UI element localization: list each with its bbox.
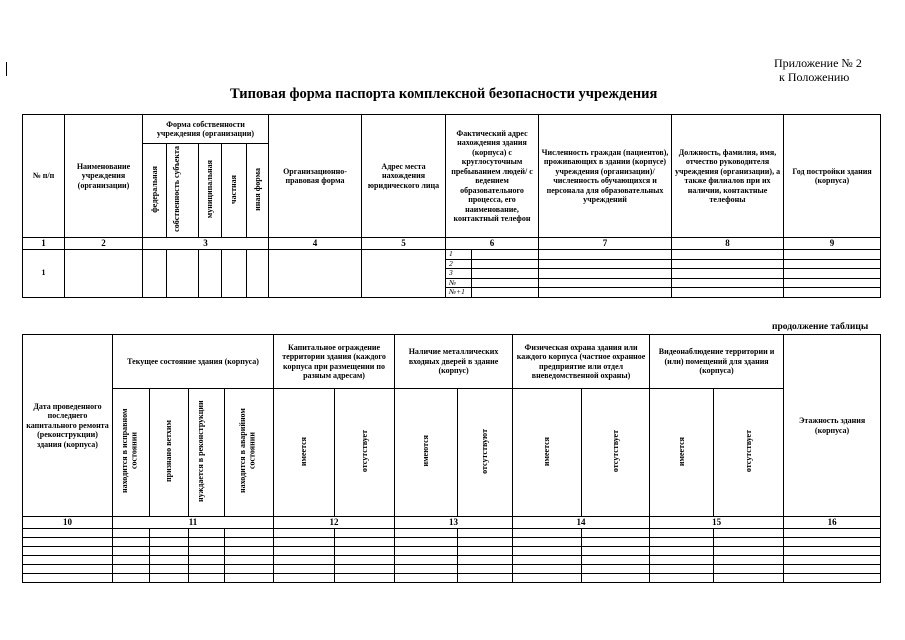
- data-cell[interactable]: [472, 288, 539, 298]
- column-number: 15: [650, 517, 784, 529]
- data-cell[interactable]: [714, 574, 784, 583]
- subrow-number: №: [446, 278, 472, 288]
- header-fence-absent: отсутствует: [335, 389, 395, 517]
- data-cell[interactable]: [23, 547, 113, 556]
- data-cell[interactable]: [395, 574, 458, 583]
- data-cell[interactable]: [23, 565, 113, 574]
- data-cell[interactable]: [335, 574, 395, 583]
- header-doors-absent: отсутствуют: [458, 389, 513, 517]
- data-cell[interactable]: [113, 538, 150, 547]
- data-cell[interactable]: [23, 556, 113, 565]
- data-cell[interactable]: [150, 556, 189, 565]
- header-ownership-type: иная форма: [247, 144, 269, 238]
- data-cell[interactable]: [113, 529, 150, 538]
- data-cell[interactable]: [150, 547, 189, 556]
- data-cell[interactable]: [784, 250, 881, 260]
- column-number: 9: [784, 238, 881, 250]
- data-cell[interactable]: [650, 547, 714, 556]
- data-cell[interactable]: [714, 565, 784, 574]
- data-cell[interactable]: [714, 556, 784, 565]
- data-cell[interactable]: [65, 250, 143, 298]
- data-cell[interactable]: [395, 556, 458, 565]
- column-number: 13: [395, 517, 513, 529]
- data-cell[interactable]: [189, 547, 225, 556]
- data-cell[interactable]: [650, 538, 714, 547]
- data-cell[interactable]: [472, 269, 539, 279]
- data-cell[interactable]: [784, 538, 881, 547]
- data-cell[interactable]: [784, 278, 881, 288]
- header-doors-present: имеются: [395, 389, 458, 517]
- scan-edge-mark: [6, 62, 7, 76]
- appendix-line-1: Приложение № 2: [774, 56, 862, 70]
- data-cell[interactable]: [513, 538, 582, 547]
- data-cell[interactable]: [274, 556, 335, 565]
- header-condition-type: находится в исправном состоянии: [113, 389, 150, 517]
- data-cell[interactable]: [395, 547, 458, 556]
- data-cell[interactable]: [362, 250, 446, 298]
- data-cell[interactable]: [335, 547, 395, 556]
- header-condition-type: признано ветхим: [150, 389, 189, 517]
- header-legal-address: Адрес места нахождения юридического лица: [362, 115, 446, 238]
- data-cell[interactable]: [513, 547, 582, 556]
- data-cell[interactable]: [539, 250, 672, 260]
- data-cell[interactable]: [784, 565, 881, 574]
- data-cell[interactable]: [395, 529, 458, 538]
- data-cell[interactable]: [784, 269, 881, 279]
- data-cell[interactable]: [225, 565, 274, 574]
- data-cell[interactable]: [539, 288, 672, 298]
- data-cell[interactable]: [143, 250, 167, 298]
- data-cell[interactable]: [458, 556, 513, 565]
- data-cell[interactable]: [274, 547, 335, 556]
- data-cell[interactable]: [513, 529, 582, 538]
- data-cell[interactable]: [225, 547, 274, 556]
- data-cell[interactable]: [672, 259, 784, 269]
- column-number: 12: [274, 517, 395, 529]
- passport-table-part-1: [22, 114, 881, 298]
- data-cell[interactable]: [784, 529, 881, 538]
- column-number: 7: [539, 238, 672, 250]
- header-guard: Физическая охрана здания или каждого корпуса (частное охранное предприятие или отдел вневедомственной охраны): [513, 335, 650, 389]
- data-cell[interactable]: [784, 259, 881, 269]
- header-repair-date: Дата проведенного последнего капитального ремонта (реконструкции) здания (корпуса): [23, 335, 113, 517]
- data-cell[interactable]: [539, 259, 672, 269]
- data-cell[interactable]: [225, 556, 274, 565]
- data-cell[interactable]: [199, 250, 222, 298]
- data-cell[interactable]: [458, 565, 513, 574]
- data-cell[interactable]: [225, 538, 274, 547]
- data-cell[interactable]: [150, 565, 189, 574]
- data-cell[interactable]: [650, 529, 714, 538]
- data-cell[interactable]: [189, 574, 225, 583]
- data-cell[interactable]: [335, 556, 395, 565]
- data-cell[interactable]: [714, 547, 784, 556]
- data-cell[interactable]: [714, 529, 784, 538]
- column-number: 1: [23, 238, 65, 250]
- column-number: 16: [784, 517, 881, 529]
- data-cell[interactable]: [225, 529, 274, 538]
- data-cell[interactable]: [672, 278, 784, 288]
- data-cell[interactable]: [458, 547, 513, 556]
- column-number: 3: [143, 238, 269, 250]
- data-cell[interactable]: [784, 556, 881, 565]
- data-cell[interactable]: [335, 529, 395, 538]
- header-video-present: имеется: [650, 389, 714, 517]
- column-number: 14: [513, 517, 650, 529]
- data-cell[interactable]: [335, 565, 395, 574]
- data-cell[interactable]: [222, 250, 247, 298]
- data-cell[interactable]: [784, 547, 881, 556]
- header-head: Должность, фамилия, имя, отчество руководителя учреждения (организации), а также филиалов при их наличии, контактные телефоны: [672, 115, 784, 238]
- column-number: 8: [672, 238, 784, 250]
- header-metal-doors: Наличие металлических входных дверей в здание (корпус): [395, 335, 513, 389]
- subrow-number: 2: [446, 259, 472, 269]
- data-cell[interactable]: [582, 556, 650, 565]
- data-cell[interactable]: [650, 565, 714, 574]
- column-number: 6: [446, 238, 539, 250]
- header-condition-type: находится в аварийном состоянии: [225, 389, 274, 517]
- data-cell[interactable]: [167, 250, 199, 298]
- data-cell[interactable]: [582, 565, 650, 574]
- continuation-label: продолжение таблицы: [772, 322, 869, 332]
- data-cell[interactable]: [472, 259, 539, 269]
- subrow-number: №+1: [446, 288, 472, 298]
- data-cell[interactable]: [395, 565, 458, 574]
- column-number: 5: [362, 238, 446, 250]
- header-floors: Этажность здания (корпуса): [784, 335, 881, 517]
- data-cell[interactable]: [458, 529, 513, 538]
- header-population: Численность граждан (пациентов), проживающих в здании (корпусе) учреждения (организации)/ численность обучающихся и персонала для образовательных учреждений: [539, 115, 672, 238]
- data-cell[interactable]: [395, 538, 458, 547]
- data-cell[interactable]: [672, 288, 784, 298]
- data-cell[interactable]: [539, 278, 672, 288]
- data-cell[interactable]: [274, 529, 335, 538]
- data-cell[interactable]: [513, 574, 582, 583]
- appendix-note: [774, 56, 899, 84]
- data-cell[interactable]: [582, 547, 650, 556]
- data-cell[interactable]: [274, 574, 335, 583]
- data-cell[interactable]: [582, 574, 650, 583]
- data-cell[interactable]: [458, 574, 513, 583]
- data-cell[interactable]: [23, 538, 113, 547]
- data-cell[interactable]: [113, 565, 150, 574]
- column-number: 4: [269, 238, 362, 250]
- column-number: 10: [23, 517, 113, 529]
- passport-table-part-2: [22, 334, 881, 583]
- data-cell[interactable]: [189, 538, 225, 547]
- page-title: Типовая форма паспорта комплексной безопасности учреждения: [230, 86, 658, 102]
- data-cell[interactable]: [650, 556, 714, 565]
- column-number: 2: [65, 238, 143, 250]
- header-guard-present: имеется: [513, 389, 582, 517]
- data-cell[interactable]: [650, 574, 714, 583]
- data-cell[interactable]: [784, 288, 881, 298]
- data-cell[interactable]: [269, 250, 362, 298]
- data-cell[interactable]: [113, 547, 150, 556]
- data-cell[interactable]: [189, 529, 225, 538]
- header-condition: Текущее состояние здания (корпуса): [113, 335, 274, 389]
- data-cell[interactable]: [274, 538, 335, 547]
- data-cell[interactable]: [472, 250, 539, 260]
- data-cell[interactable]: [335, 538, 395, 547]
- header-guard-absent: отсутствует: [582, 389, 650, 517]
- header-actual-address: Фактический адрес нахождения здания (корпуса) с круглосуточным пребыванием людей/ с ведением образовательного процесса, его наименование, контактный телефон: [446, 115, 539, 238]
- header-ownership: Форма собственности учреждения (организации): [143, 115, 269, 144]
- header-num: № п/п: [23, 115, 65, 238]
- row-number: 1: [23, 250, 65, 298]
- header-video: Видеонаблюдение территории и (или) помещений для здания (корпуса): [650, 335, 784, 389]
- data-cell[interactable]: [23, 574, 113, 583]
- data-cell[interactable]: [582, 538, 650, 547]
- data-cell[interactable]: [274, 565, 335, 574]
- header-ownership-type: частная: [222, 144, 247, 238]
- data-cell[interactable]: [513, 556, 582, 565]
- header-fence: Капитальное ограждение территории здания (каждого корпуса при размещении по разным адресам): [274, 335, 395, 389]
- data-cell[interactable]: [513, 565, 582, 574]
- header-condition-type: нуждается в реконструкции: [189, 389, 225, 517]
- data-cell[interactable]: [672, 269, 784, 279]
- header-legal-form: Организационно-правовая форма: [269, 115, 362, 238]
- header-video-absent: отсутствует: [714, 389, 784, 517]
- data-cell[interactable]: [113, 574, 150, 583]
- header-ownership-type: муниципальная: [199, 144, 222, 238]
- column-number: 11: [113, 517, 274, 529]
- subrow-number: 3: [446, 269, 472, 279]
- data-cell[interactable]: [189, 556, 225, 565]
- subrow-number: 1: [446, 250, 472, 260]
- header-ownership-type: собственность субъекта: [167, 144, 199, 238]
- data-cell[interactable]: [225, 574, 274, 583]
- data-cell[interactable]: [539, 269, 672, 279]
- data-cell[interactable]: [23, 529, 113, 538]
- data-cell[interactable]: [247, 250, 269, 298]
- data-cell[interactable]: [784, 574, 881, 583]
- data-cell[interactable]: [150, 538, 189, 547]
- data-cell[interactable]: [458, 538, 513, 547]
- header-fence-present: имеется: [274, 389, 335, 517]
- header-name: Наименование учреждения (организации): [65, 115, 143, 238]
- data-cell[interactable]: [189, 565, 225, 574]
- data-cell[interactable]: [150, 574, 189, 583]
- data-cell[interactable]: [714, 538, 784, 547]
- data-cell[interactable]: [582, 529, 650, 538]
- header-ownership-type: федеральная: [143, 144, 167, 238]
- header-year-built: Год постройки здания (корпуса): [784, 115, 881, 238]
- appendix-line-2: к Положению: [779, 70, 850, 84]
- data-cell[interactable]: [150, 529, 189, 538]
- data-cell[interactable]: [672, 250, 784, 260]
- data-cell[interactable]: [472, 278, 539, 288]
- data-cell[interactable]: [113, 556, 150, 565]
